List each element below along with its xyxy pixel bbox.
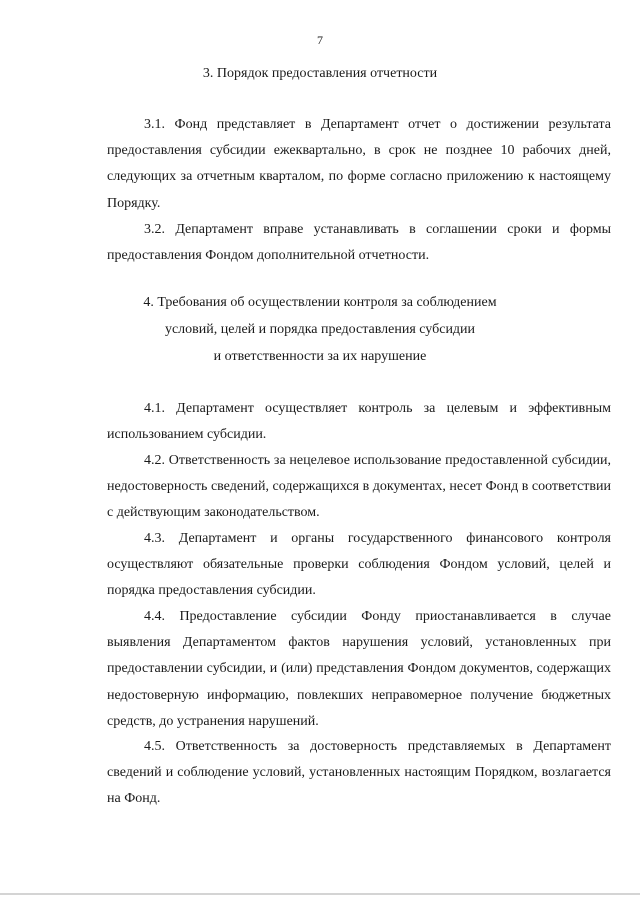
section-3-heading: 3. Порядок предоставления отчетности [202,66,438,81]
paragraph-3-2: 3.2. Департамент вправе устанавливать в соглашении сроки и формы предоставления Фондом дополнительной отчетности. [107,222,611,264]
paragraph-4-2: 4.2. Ответственность за нецелевое использование предоставленной субсидии, недостоверность сведений, содержащихся в документах, несет Фонд в соответствии с действующим законодательством. [107,453,611,521]
section-4-heading-line-2: условий, целей и порядка предоставления субсидии [164,322,476,337]
page-bottom-edge [0,893,640,895]
paragraph-3-1: 3.1. Фонд представляет в Департамент отчет о достижении результата предоставления субсидии ежеквартально, в срок не позднее 10 рабочих дней, следующих за отчетным кварталом, по форме согласно приложению к настоящему Порядку. [107,117,611,211]
section-4-heading-line-1: 4. Требования об осуществлении контроля за соблюдением [143,295,497,310]
paragraph-4-1: 4.1. Департамент осуществляет контроль за целевым и эффективным использованием субсидии. [107,401,611,443]
paragraph-4-5: 4.5. Ответственность за достоверность представляемых в Департамент сведений и соблюдение условий, установленных настоящим Порядком, возлагается на Фонд. [107,739,611,807]
page-number: 7 [317,33,323,47]
section-4-heading-line-3: и ответственности за их нарушение [213,349,427,364]
paragraph-4-4: 4.4. Предоставление субсидии Фонду приостанавливается в случае выявления Департаментом фактов нарушения условий, установленных при предоставлении субсидии, и (или) представления Фондом документов, содержащих недостоверную информацию, повлекших неправомерное получение бюджетных средств, до устранения нарушений. [107,609,611,729]
paragraph-4-3: 4.3. Департамент и органы государственного финансового контроля осуществляют обязательные проверки соблюдения Фондом условий, целей и порядка предоставления субсидии. [107,531,611,599]
